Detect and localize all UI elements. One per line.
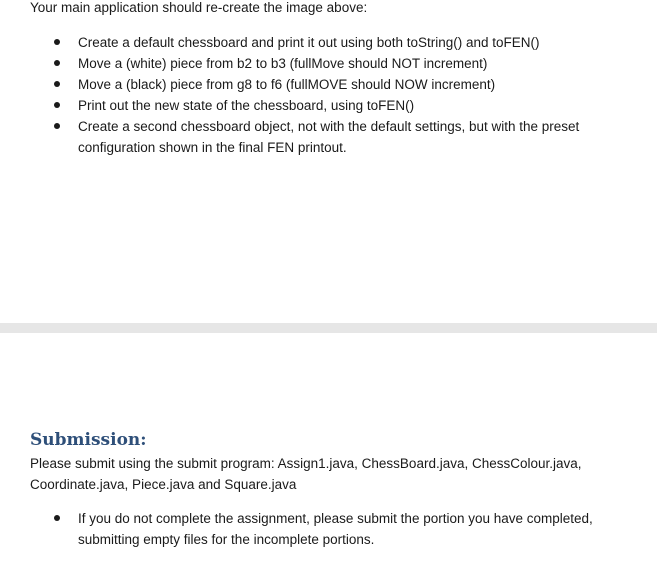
bullet-icon [54,515,60,521]
intro-text: Your main application should re-create the image above: [30,0,368,15]
submission-heading: Submission: [30,430,147,450]
task-text: Create a default chessboard and print it out using both toString() and toFEN() [78,35,540,50]
task-text: Create a second chessboard object, not with the default settings, but with the preset configuration shown in the final FEN printout. [78,119,580,155]
task-text: Move a (white) piece from b2 to b3 (fullMove should NOT increment) [78,56,488,71]
submission-notes-list [0,508,657,550]
list-item [0,74,657,95]
list-item [0,32,657,53]
submission-text: Please submit using the submit program: Assign1.java, ChessBoard.java, ChessColour.java, Coordinate.java, Piece.java and Square.java [30,456,582,492]
bullet-icon [54,39,60,45]
page-separator [0,323,657,333]
document-page-lower [0,333,657,571]
bullet-icon [54,81,60,87]
list-item [0,95,657,116]
list-item [0,53,657,74]
list-item [0,508,657,550]
task-text: Print out the new state of the chessboard, using toFEN() [78,98,415,113]
bullet-icon [54,102,60,108]
task-list [0,32,657,158]
bullet-icon [54,123,60,129]
task-text: Move a (black) piece from g8 to f6 (fullMOVE should NOW increment) [78,77,496,92]
bullet-icon [54,60,60,66]
list-item [0,116,657,158]
note-text: If you do not complete the assignment, please submit the portion you have completed, submitting empty files for the incomplete portions. [78,511,593,547]
